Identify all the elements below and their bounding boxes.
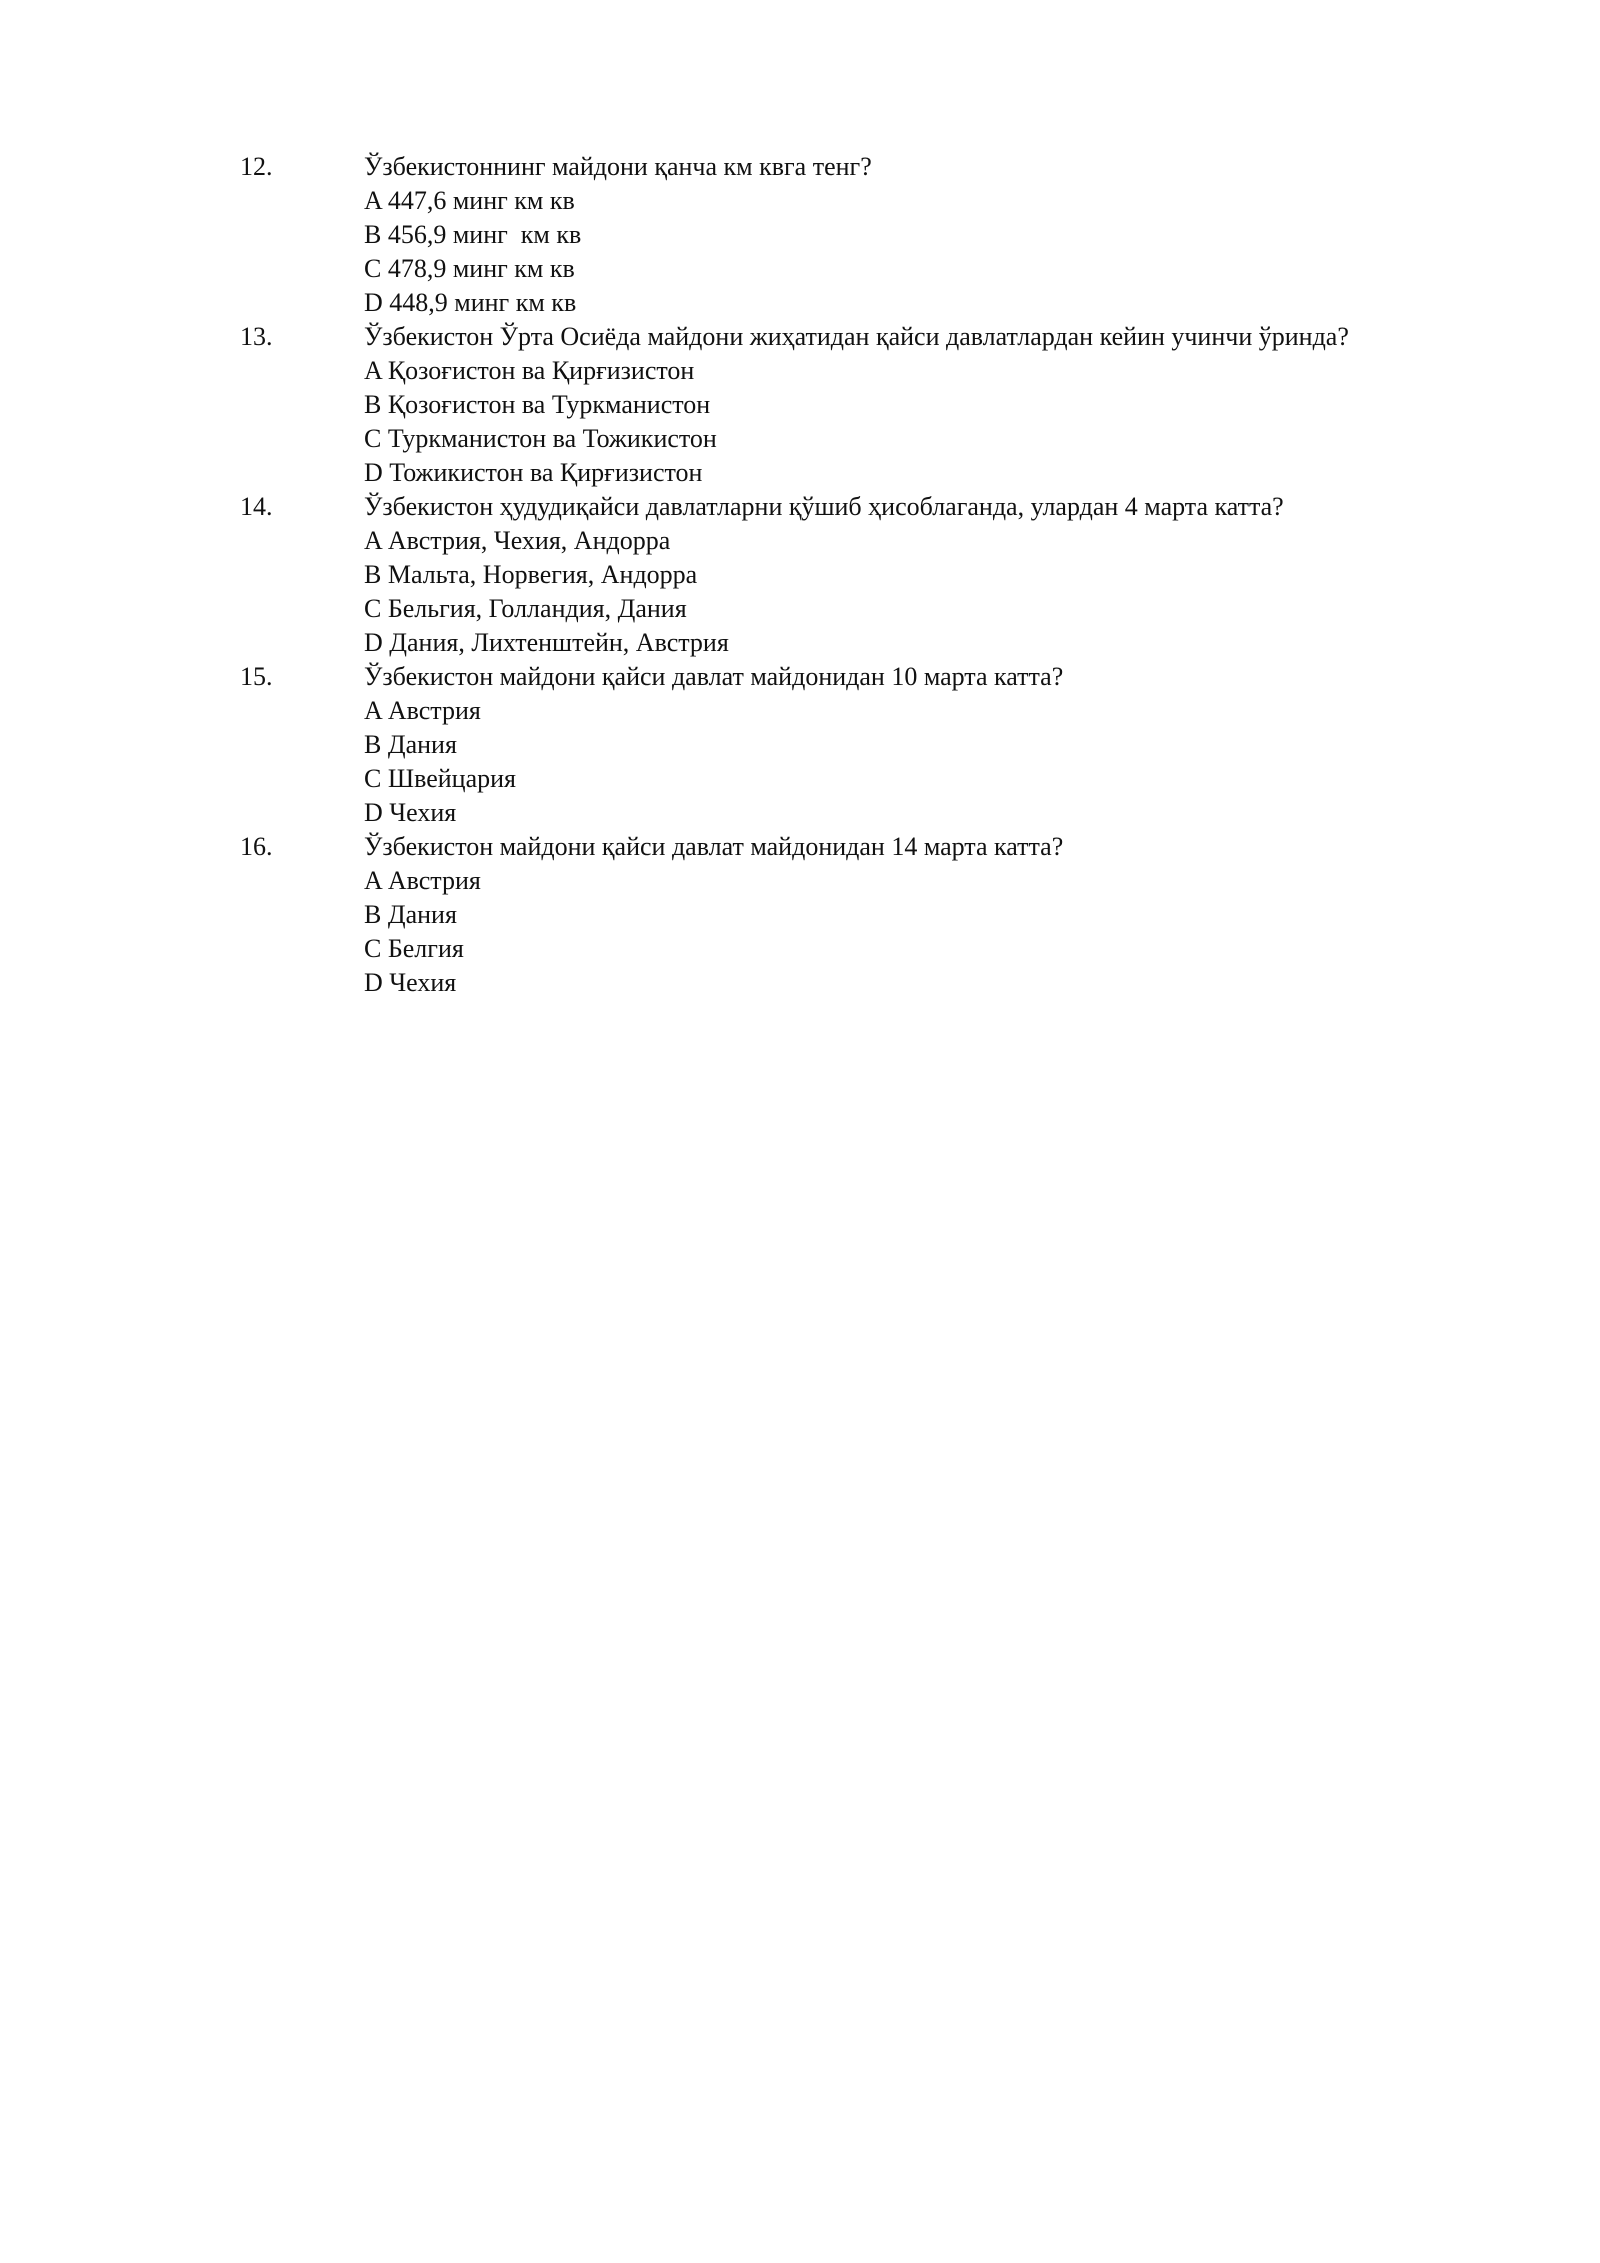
answer-option: D Тожикистон ва Қирғизистон <box>364 458 703 487</box>
question-text: Ўзбекистон майдони қайси давлат майдонидан 14 марта катта? <box>364 832 1064 861</box>
question-item <box>240 490 1490 660</box>
question-item <box>240 660 1490 830</box>
answer-option: D 448,9 минг км кв <box>364 288 577 317</box>
question-number: 15. <box>240 662 273 691</box>
question-list <box>240 150 1490 1000</box>
question-text: Ўзбекистон Ўрта Осиёда майдони жиҳатидан қайси давлатлардан кейин учинчи ўринда? <box>364 322 1349 351</box>
question-number: 13. <box>240 322 273 351</box>
answer-option: A 447,6 минг км кв <box>364 186 575 215</box>
answer-option: B Қозоғистон ва Туркманистон <box>364 390 711 419</box>
answer-option: B Дания <box>364 900 457 929</box>
question-text: Ўзбекистон майдони қайси давлат майдонидан 10 марта катта? <box>364 662 1064 691</box>
answer-option: B Дания <box>364 730 457 759</box>
question-number: 12. <box>240 152 273 181</box>
answer-option: C Белгия <box>364 934 464 963</box>
question-number: 16. <box>240 832 273 861</box>
question-text: Ўзбекистоннинг майдони қанча км квга тенг? <box>364 152 872 181</box>
answer-option: C Бельгия, Голландия, Дания <box>364 594 687 623</box>
answer-option: D Чехия <box>364 798 457 827</box>
answer-option: C 478,9 минг км кв <box>364 254 575 283</box>
question-item <box>240 150 1490 320</box>
answer-option: B Мальта, Норвегия, Андорра <box>364 560 698 589</box>
answer-option: C Швейцария <box>364 764 516 793</box>
answer-option: A Австрия, Чехия, Андорра <box>364 526 671 555</box>
question-item <box>240 320 1490 490</box>
answer-option: A Австрия <box>364 696 481 725</box>
answer-option: A Қозоғистон ва Қирғизистон <box>364 356 695 385</box>
question-number: 14. <box>240 492 273 521</box>
answer-option: D Дания, Лихтенштейн, Австрия <box>364 628 729 657</box>
answer-option: B 456,9 минг км кв <box>364 220 582 249</box>
question-item <box>240 830 1490 1000</box>
answer-option: C Туркманистон ва Тожикистон <box>364 424 717 453</box>
answer-option: D Чехия <box>364 968 457 997</box>
answer-option: A Австрия <box>364 866 481 895</box>
question-text: Ўзбекистон ҳудудиқайси давлатларни қўшиб ҳисоблаганда, улардан 4 марта катта? <box>364 492 1284 521</box>
